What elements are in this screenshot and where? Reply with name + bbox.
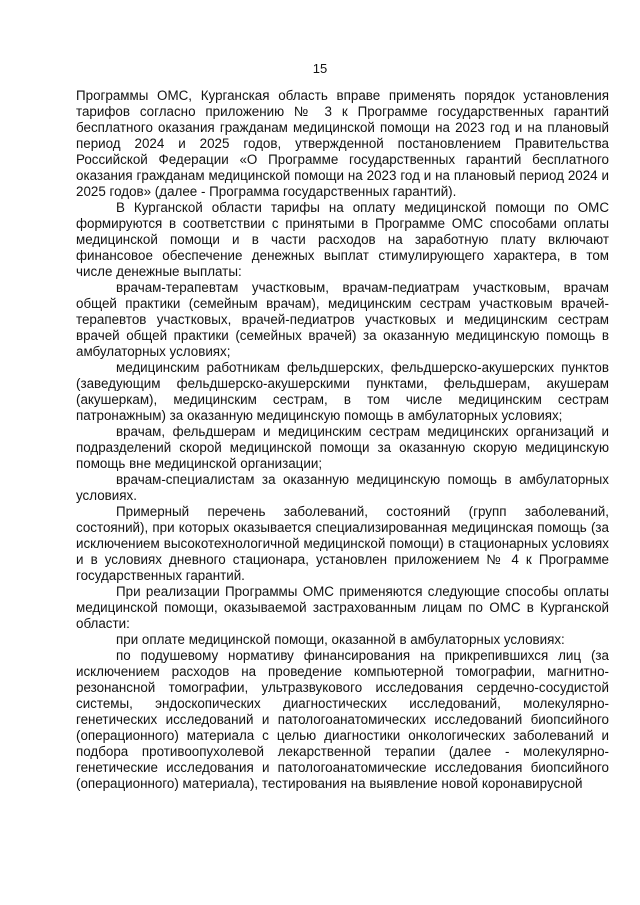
- paragraph: В Курганской области тарифы на оплату медицинской помощи по ОМС формируются в соответствии с принятыми в Программе ОМС способами оплаты медицинской помощи и в части расходов на заработную плату включают финансовое обеспечение денежных выплат стимулирующего характера, в том числе денежные выплаты:: [76, 200, 609, 279]
- paragraph: врачам, фельдшерам и медицинским сестрам медицинских организаций и подразделений скорой медицинской помощи за оказанную скорую медицинскую помощь вне медицинской организации;: [76, 424, 609, 471]
- paragraph: по подушевому нормативу финансирования на прикрепившихся лиц (за исключением расходов на проведение компьютерной томографии, магнитно-резонансной томографии, ультразвукового исследования сердечно-сосудистой системы, эндоскопических диагностических исследований, молекулярно-генетических исследований и патологоанатомических исследований биопсийного (операционного) материала с целью диагностики онкологических заболеваний и подбора противоопухолевой лекарственной терапии (далее - молекулярно-генетические исследования и патологоанатомические исследования биопсийного (операционного) материала), тестирования на выявление новой коронавирусной: [76, 648, 609, 791]
- paragraph: Примерный перечень заболеваний, состояний (групп заболеваний, состояний), при которых оказывается специализированная медицинская помощь (за исключением высокотехнологичной медицинской помощи) в стационарных условиях и в условиях дневного стационара, установлен приложением № 4 к Программе государственных гарантий.: [76, 504, 609, 583]
- document-body: [76, 88, 609, 792]
- page-number: 15: [312, 61, 328, 76]
- paragraph: Программы ОМС, Курганская область вправе применять порядок установления тарифов согласно приложению № 3 к Программе государственных гарантий бесплатного оказания гражданам медицинской помощи на 2023 год и на плановый период 2024 и 2025 годов, утвержденной постановлением Правительства Российской Федерации «О Программе государственных гарантий бесплатного оказания гражданам медицинской помощи на 2023 год и на плановый период 2024 и 2025 годов» (далее - Программа государственных гарантий).: [76, 88, 609, 199]
- paragraph: медицинским работникам фельдшерских, фельдшерско-акушерских пунктов (заведующим фельдшерско-акушерскими пунктами, фельдшерам, акушерам (акушеркам), медицинским сестрам, в том числе медицинским сестрам патронажным) за оказанную медицинскую помощь в амбулаторных условиях;: [76, 360, 609, 423]
- paragraph: врачам-специалистам за оказанную медицинскую помощь в амбулаторных условиях.: [76, 472, 609, 503]
- paragraph: врачам-терапевтам участковым, врачам-педиатрам участковым, врачам общей практики (семейным врачам), медицинским сестрам участковым врачей-терапевтов участковых, врачей-педиатров участковых и медицинским сестрам врачей общей практики (семейных врачей) за оказанную медицинскую помощь в амбулаторных условиях;: [76, 280, 609, 359]
- paragraph: При реализации Программы ОМС применяются следующие способы оплаты медицинской помощи, оказываемой застрахованным лицам по ОМС в Курганской области:: [76, 584, 609, 631]
- paragraph: при оплате медицинской помощи, оказанной в амбулаторных условиях:: [116, 632, 565, 647]
